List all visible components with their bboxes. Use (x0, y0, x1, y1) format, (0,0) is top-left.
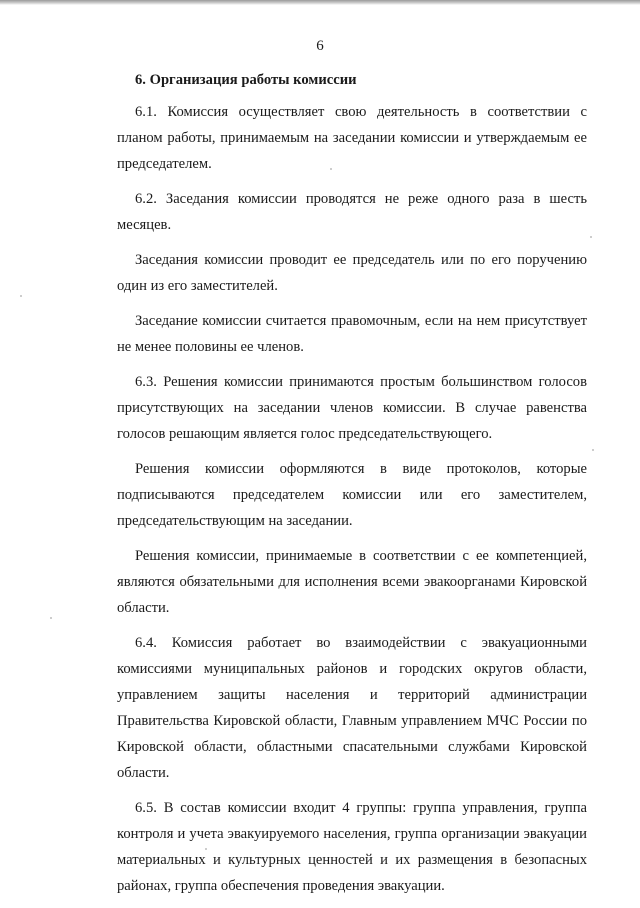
paragraph-6-1: 6.1. Комиссия осуществляет свою деятельность в соответствии с планом работы, принимаемым на заседании комиссии и утверждаемым ее председателем. (117, 104, 587, 172)
scan-speck (50, 617, 52, 619)
paragraph-6-2: 6.2. Заседания комиссии проводятся не реже одного раза в шесть месяцев. (117, 191, 587, 233)
paragraph-meeting-chair: Заседания комиссии проводит ее председатель или по его поручению один из его заместителей. (117, 252, 587, 294)
scan-speck (20, 295, 22, 297)
scan-top-edge (0, 0, 640, 5)
document-body (117, 67, 587, 908)
paragraph-quorum: Заседание комиссии считается правомочным, если на нем присутствует не менее половины ее членов. (117, 313, 587, 355)
paragraph-6-3: 6.3. Решения комиссии принимаются простым большинством голосов присутствующих на заседании членов комиссии. В случае равенства голосов решающим является голос председательствующего. (117, 374, 587, 442)
paragraph-protocols: Решения комиссии оформляются в виде протоколов, которые подписываются председателем комиссии или его заместителем, председательствующим на заседании. (117, 461, 587, 529)
scan-speck (590, 236, 592, 238)
section-heading: 6. Организация работы комиссии (135, 72, 357, 88)
paragraph-6-4: 6.4. Комиссия работает во взаимодействии с эвакуационными комиссиями муниципальных районов и городских округов области, управлением защиты населения и территорий администрации Правительства Кировской области, Главным управлением МЧС России по Кировской области, областными спасательными службами Кировской области. (117, 635, 587, 781)
paragraph-binding-decisions: Решения комиссии, принимаемые в соответствии с ее компетенцией, являются обязательными для исполнения всеми эвакоорганами Кировской области. (117, 548, 587, 616)
page-number: 6 (316, 38, 324, 54)
scan-speck (330, 168, 332, 170)
scan-speck (205, 848, 207, 850)
scan-speck (592, 449, 594, 451)
paragraph-6-5: 6.5. В состав комиссии входит 4 группы: группа управления, группа контроля и учета эвакуируемого населения, группа организации эвакуации материальных и культурных ценностей и их размещения в безопасных районах, группа обеспечения проведения эвакуации. (117, 800, 587, 894)
